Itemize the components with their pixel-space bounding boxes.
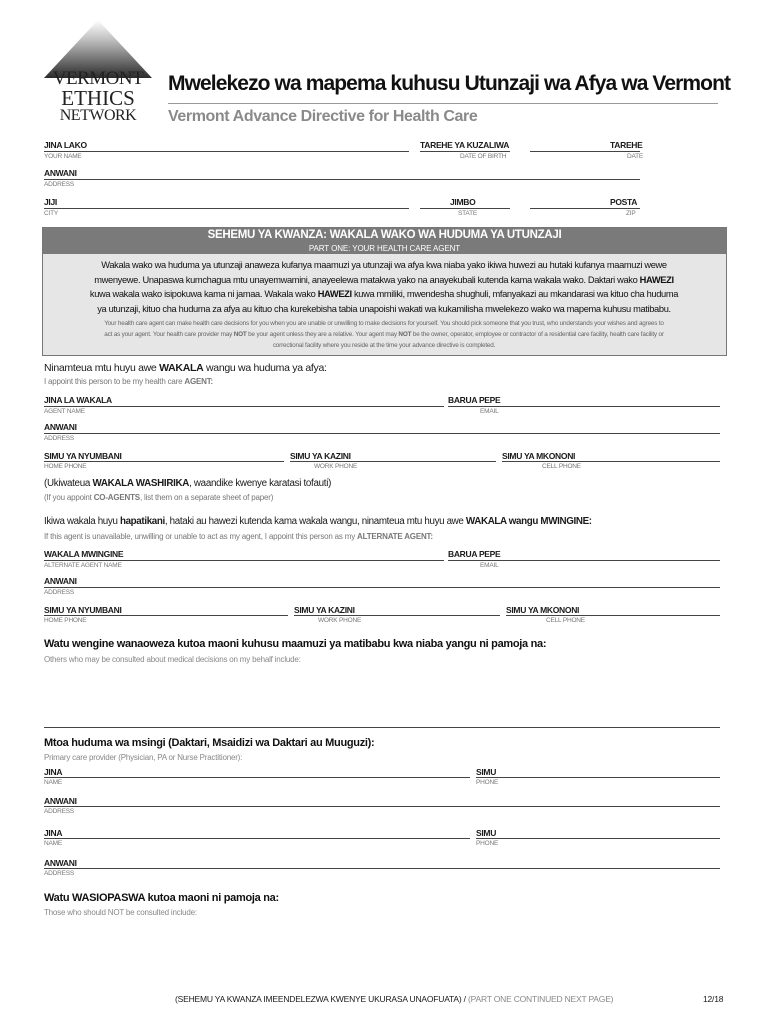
not-consult-heading: Watu WASIOPASWA kutoa maoni ni pamoja na:: [44, 892, 279, 904]
alternate-heading-en: [44, 532, 433, 541]
alternate-cell-phone-label: SIMU YA MKONONI: [506, 605, 580, 615]
intro-en-line-2: [48, 329, 720, 340]
alternate-cell-phone-sublabel: CELL PHONE: [546, 617, 585, 624]
alternate-heading-c: , hataki au hawezi kutenda kama wakala wangu, ninamteua mtu huyu awe: [164, 516, 464, 527]
provider-1-name-sublabel: NAME: [44, 779, 62, 786]
alternate-name-sublabel: ALTERNATE AGENT NAME: [44, 562, 122, 569]
alternate-work-phone-sublabel: WORK PHONE: [318, 617, 362, 624]
agent-cell-phone-sublabel: CELL PHONE: [542, 463, 581, 470]
agent-name-field[interactable]: [44, 406, 444, 407]
footer-version: 12/18: [703, 994, 724, 1004]
city-field[interactable]: [44, 208, 409, 209]
intro-en-line-3: correctional facility where you reside at the time your advance directive is completed.: [272, 342, 496, 349]
intro-sw-line-3-text: kuwa wakala wako isipokuwa kama ni jamaa. Wakala wako: [89, 289, 316, 299]
provider-1-phone-field[interactable]: [476, 777, 720, 778]
provider-2-phone-field[interactable]: [476, 838, 720, 839]
agent-email-sublabel: EMAIL: [480, 408, 499, 415]
agent-address-field[interactable]: [44, 433, 720, 434]
intro-en-line-2-c: be your agent unless they are a relative. Your agent may: [248, 331, 397, 338]
part-one-banner-title: SEHEMU YA KWANZA: WAKALA WAKO WA HUDUMA YA UTUNZAJI: [207, 229, 562, 241]
agent-heading-en-b: AGENT:: [184, 377, 213, 386]
agent-address-sublabel: ADDRESS: [44, 435, 75, 442]
alternate-cell-phone-field[interactable]: [506, 615, 720, 616]
provider-2-address-sublabel: ADDRESS: [44, 870, 75, 877]
co-agent-note-en-c: , list them on a separate sheet of paper): [139, 493, 274, 502]
co-agent-note-en-a: (If you appoint: [44, 493, 92, 502]
intro-sw-line-4: ya utunzaji, kituo cha huduma za afya au kituo cha kurekebisha tabia unapoishi wakati wa kukamilisha mwelekezo wako wa mapema kuhusu matibabu.: [97, 303, 671, 314]
intro-en-line-2-d: NOT: [398, 331, 412, 338]
agent-home-phone-label: SIMU YA NYUMBANI: [44, 451, 122, 461]
intro-sw-line-3-text-b: kuwa mmiliki, mwendesha shughuli, mfanyakazi au mkandarasi wa kituo cha huduma: [353, 289, 679, 299]
agent-heading: [44, 362, 327, 374]
co-agent-note-en-b: CO-AGENTS: [93, 493, 140, 502]
provider-1-address-field[interactable]: [44, 806, 720, 807]
dob-label: TAREHE YA KUZALIWA: [420, 140, 510, 150]
intro-en-line-1: Your health care agent can make health care decisions for you when you are unable or unwilling to make decisions for yourself. You should pick someone that you trust, who understands your wishes and agrees to: [104, 320, 664, 327]
alternate-home-phone-label: SIMU YA NYUMBANI: [44, 605, 122, 615]
alternate-address-field[interactable]: [44, 587, 720, 588]
provider-1-address-label: ANWANI: [44, 796, 77, 806]
provider-1-phone-sublabel: PHONE: [476, 779, 499, 786]
zip-field[interactable]: [530, 208, 640, 209]
agent-name-label: JINA LA WAKALA: [44, 395, 112, 405]
logo-line-network: NETWORK: [59, 107, 137, 124]
not-consult-heading-en: Those who should NOT be consulted include:: [44, 908, 197, 917]
agent-cell-phone-field[interactable]: [502, 461, 720, 462]
alternate-work-phone-field[interactable]: [294, 615, 500, 616]
dob-field[interactable]: [420, 151, 510, 152]
provider-2-address-field[interactable]: [44, 868, 720, 869]
state-label: JIMBO: [450, 197, 476, 207]
part-one-banner-subtitle: PART ONE: YOUR HEALTH CARE AGENT: [308, 244, 461, 253]
part-one-intro-en: [48, 318, 720, 351]
footer-continued-sw: (SEHEMU YA KWANZA IMEENDELEZWA KWENYE UKURASA UNAOFUATA) /: [175, 994, 466, 1004]
alternate-heading-a: Ikiwa wakala huyu: [44, 516, 118, 527]
alternate-email-field[interactable]: [448, 560, 720, 561]
intro-sw-line-2-text: mwenyewe. Unapaswa kumchagua mtu unayemwamini, anayeelewa matakwa yako na anayekubali kutenda kama wakala wako. Daktari wako: [94, 274, 638, 285]
alternate-name-field[interactable]: [44, 560, 444, 561]
agent-email-field[interactable]: [448, 406, 720, 407]
intro-sw-line-2: [48, 273, 720, 288]
date-field[interactable]: [530, 151, 640, 152]
page-title: Mwelekezo wa mapema kuhusu Utunzaji wa Afya wa Vermont: [168, 72, 731, 95]
intro-sw-line-3-emphasis: HAWEZI: [317, 289, 352, 299]
provider-1-address-sublabel: ADDRESS: [44, 808, 75, 815]
your-name-label: JINA LAKO: [44, 140, 87, 150]
agent-name-sublabel: AGENT NAME: [44, 408, 85, 415]
provider-1-name-label: JINA: [44, 767, 63, 777]
address-label: ANWANI: [44, 168, 77, 178]
alternate-heading-en-b: ALTERNATE AGENT:: [357, 532, 433, 541]
agent-heading-a: Ninamteua mtu huyu awe: [44, 362, 157, 374]
date-sublabel: DATE: [627, 153, 644, 160]
intro-en-line-2-a: act as your agent. Your health care provider may: [104, 331, 233, 338]
logo-line-ethics: ETHICS: [61, 86, 135, 110]
city-sublabel: CITY: [44, 210, 59, 217]
footer-continued-en: (PART ONE CONTINUED NEXT PAGE): [468, 994, 614, 1004]
agent-cell-phone-label: SIMU YA MKONONI: [502, 451, 576, 461]
city-label: JIJI: [44, 197, 57, 207]
provider-1-phone-label: SIMU: [476, 767, 497, 777]
agent-heading-en: [44, 377, 213, 386]
not-consult-input-area[interactable]: [44, 922, 720, 982]
provider-2-phone-sublabel: PHONE: [476, 840, 499, 847]
your-name-sublabel: YOUR NAME: [44, 153, 82, 160]
agent-home-phone-field[interactable]: [44, 461, 284, 462]
intro-sw-line-2-emphasis: HAWEZI: [639, 274, 674, 285]
intro-en-line-2-b: NOT: [233, 331, 247, 338]
intro-sw-line-1: Wakala wako wa huduma ya utunzaji anaweza kufanya maamuzi ya utunzaji wa afya kwa niaba yako ikiwa huwezi au hutaki kufanya maamuzi wewe: [101, 260, 667, 270]
zip-sublabel: ZIP: [626, 210, 636, 217]
co-agent-note: [44, 478, 331, 489]
state-sublabel: STATE: [458, 210, 477, 217]
co-agent-note-en: [44, 493, 273, 502]
agent-email-label: BARUA PEPE: [448, 395, 501, 405]
logo: [40, 20, 156, 130]
title-rule: [168, 103, 718, 104]
agent-work-phone-sublabel: WORK PHONE: [314, 463, 358, 470]
address-sublabel: ADDRESS: [44, 181, 75, 188]
alternate-work-phone-label: SIMU YA KAZINI: [294, 605, 355, 615]
alternate-heading-d: WAKALA wangu MWINGINE:: [465, 516, 592, 527]
alternate-home-phone-field[interactable]: [44, 615, 288, 616]
co-agent-note-b: WAKALA WASHIRIKA: [92, 478, 190, 489]
logo-line-vermont: VERMONT: [52, 68, 144, 89]
intro-en-line-2-e: be the owner, operator, employee or contractor of a residential care facility, health care facility or: [412, 331, 664, 338]
provider-2-phone-label: SIMU: [476, 828, 497, 838]
consult-heading-en: Others who may be consulted about medical decisions on my behalf include:: [44, 655, 301, 664]
agent-address-label: ANWANI: [44, 422, 77, 432]
intro-sw-line-3: [48, 287, 720, 302]
agent-heading-en-a: I appoint this person to be my health care: [44, 377, 183, 386]
date-label: TAREHE: [610, 140, 643, 150]
alternate-email-sublabel: EMAIL: [480, 562, 499, 569]
provider-1-name-field[interactable]: [44, 777, 470, 778]
consult-divider: [44, 727, 720, 728]
alternate-address-sublabel: ADDRESS: [44, 589, 75, 596]
alternate-name-label: WAKALA MWINGINE: [44, 549, 124, 559]
state-field[interactable]: [420, 208, 510, 209]
consult-heading: Watu wengine wanaoweza kutoa maoni kuhusu maamuzi ya matibabu kwa niaba yangu ni pamoja na:: [44, 638, 547, 650]
agent-heading-b: WAKALA: [159, 362, 204, 374]
provider-2-name-label: JINA: [44, 828, 63, 838]
agent-work-phone-field[interactable]: [290, 461, 496, 462]
footer-continued: [175, 994, 613, 1004]
address-field[interactable]: [44, 179, 640, 180]
consult-input-area[interactable]: [44, 668, 720, 724]
agent-heading-c: wangu wa huduma ya afya:: [206, 362, 327, 374]
agent-work-phone-label: SIMU YA KAZINI: [290, 451, 351, 461]
co-agent-note-a: (Ukiwateua: [44, 478, 91, 489]
alternate-email-label: BARUA PEPE: [448, 549, 501, 559]
provider-heading-en: Primary care provider (Physician, PA or Nurse Practitioner):: [44, 753, 243, 762]
page-subtitle: Vermont Advance Directive for Health Care: [168, 108, 478, 125]
part-one-intro-sw: [48, 258, 720, 316]
your-name-field[interactable]: [44, 151, 409, 152]
dob-sublabel: DATE OF BIRTH: [460, 153, 507, 160]
provider-heading: Mtoa huduma wa msingi (Daktari, Msaidizi wa Daktari au Muuguzi):: [44, 737, 375, 749]
alternate-heading-b: hapatikani: [119, 516, 165, 527]
alternate-heading-en-a: If this agent is unavailable, unwilling or unable to act as my agent, I appoint this person as my: [44, 532, 356, 541]
provider-2-address-label: ANWANI: [44, 858, 77, 868]
zip-label: POSTA: [610, 197, 638, 207]
co-agent-note-c: , waandike kwenye karatasi tofauti): [189, 478, 332, 489]
provider-2-name-sublabel: NAME: [44, 840, 62, 847]
agent-home-phone-sublabel: HOME PHONE: [44, 463, 87, 470]
alternate-heading: [44, 516, 592, 527]
alternate-address-label: ANWANI: [44, 576, 77, 586]
alternate-home-phone-sublabel: HOME PHONE: [44, 617, 87, 624]
provider-2-name-field[interactable]: [44, 838, 470, 839]
